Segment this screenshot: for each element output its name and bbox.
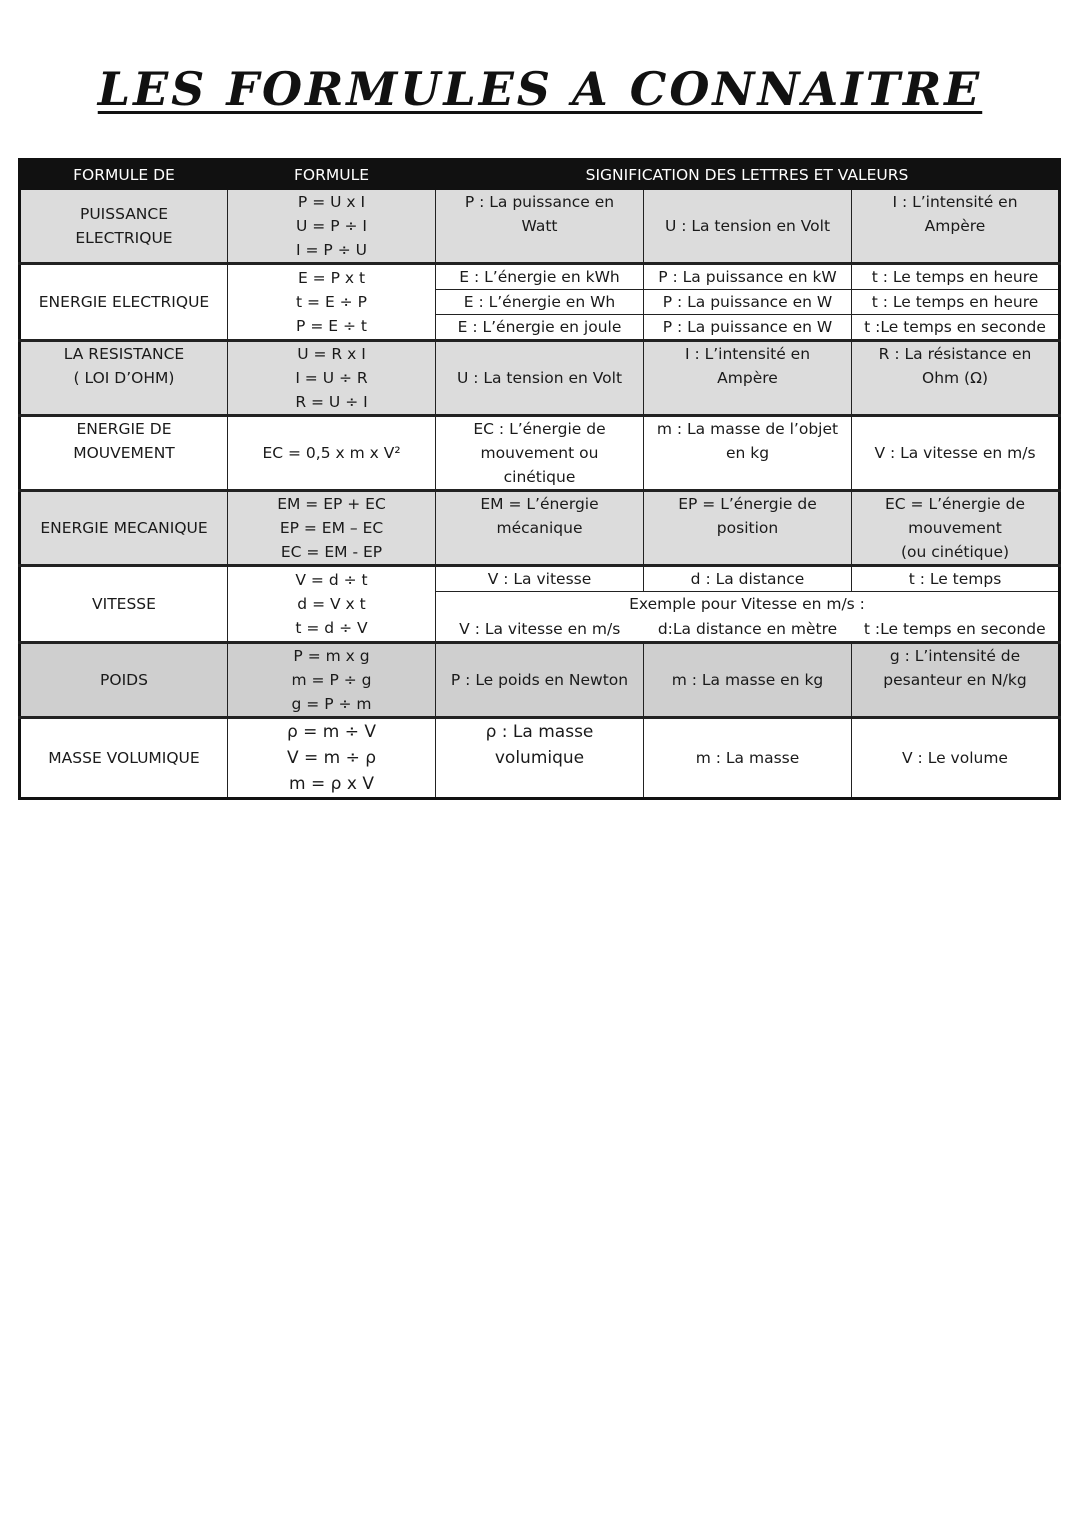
table-row: [20, 190, 1060, 264]
meaning-cell: V : La vitesse: [436, 566, 644, 592]
vitesse-example-label: Exemple pour Vitesse en m/s :: [436, 592, 1060, 617]
table-row: [20, 416, 1060, 491]
meaning-cell: V : La vitesse en m/s: [436, 617, 644, 643]
row-name-poids: POIDS: [20, 642, 228, 717]
meaning-cell: E : L’énergie en joule: [436, 315, 644, 341]
meaning-cell: m : La masse en kg: [644, 642, 852, 717]
meaning-cell: P : La puissance en kW: [644, 264, 852, 290]
meaning-cell: t :Le temps en seconde: [852, 617, 1060, 643]
meaning-cell: P : La puissance en W: [644, 290, 852, 315]
row-name-energie: ENERGIE ELECTRIQUE: [20, 264, 228, 341]
table-header: [20, 160, 1060, 190]
meaning-cell: E : L’énergie en kWh: [436, 264, 644, 290]
meaning-cell: t : Le temps en heure: [852, 264, 1060, 290]
meaning-cell: I : L’intensité en Ampère: [644, 341, 852, 416]
meaning-cell: m : La masse: [644, 717, 852, 798]
header-formule: FORMULE: [228, 160, 436, 190]
table-row: [20, 264, 1060, 290]
meaning-cell: ρ : La masse volumique: [436, 717, 644, 798]
formulas-poids: P = m x g m = P ÷ g g = P ÷ m: [228, 642, 436, 717]
table-row: [20, 566, 1060, 592]
meaning-cell: P : Le poids en Newton: [436, 642, 644, 717]
table-row: [20, 341, 1060, 416]
formula-mouvement: EC = 0,5 x m x V²: [228, 416, 436, 491]
row-name-masse-volumique: MASSE VOLUMIQUE: [20, 717, 228, 798]
meaning-cell: V : La vitesse en m/s: [852, 416, 1060, 491]
meaning-cell: m : La masse de l’objet en kg: [644, 416, 852, 491]
page-title: LES FORMULES A CONNAITRE: [97, 62, 983, 116]
row-name-puissance: PUISSANCE ELECTRIQUE: [20, 190, 228, 264]
meaning-cell: t : Le temps: [852, 566, 1060, 592]
formulas-masse-volumique: ρ = m ÷ V V = m ÷ ρ m = ρ x V: [228, 717, 436, 798]
header-formule-de: FORMULE DE: [20, 160, 228, 190]
formulas-puissance: P = U x I U = P ÷ I I = P ÷ U: [228, 190, 436, 264]
meaning-cell: EP = L’énergie de position: [644, 491, 852, 566]
row-name-mouvement: ENERGIE DE MOUVEMENT: [20, 416, 228, 491]
meaning-cell: EC = L’énergie de mouvement (ou cinétique): [852, 491, 1060, 566]
meaning-cell: P : La puissance en W: [644, 315, 852, 341]
meaning-cell: d:La distance en mètre: [644, 617, 852, 643]
formula-table: [18, 158, 1061, 800]
header-signification: SIGNIFICATION DES LETTRES ET VALEURS: [436, 160, 1060, 190]
meaning-cell: E : L’énergie en Wh: [436, 290, 644, 315]
meaning-cell: g : L’intensité de pesanteur en N/kg: [852, 642, 1060, 717]
row-name-resistance: LA RESISTANCE ( LOI D’OHM): [20, 341, 228, 416]
row-name-mecanique: ENERGIE MECANIQUE: [20, 491, 228, 566]
meaning-cell: U : La tension en Volt: [436, 341, 644, 416]
table-row: [20, 642, 1060, 717]
formulas-resistance: U = R x I I = U ÷ R R = U ÷ I: [228, 341, 436, 416]
meaning-cell: EC : L’énergie de mouvement ou cinétique: [436, 416, 644, 491]
meaning-cell: P : La puissance en Watt: [436, 190, 644, 264]
meaning-cell: EM = L’énergie mécanique: [436, 491, 644, 566]
meaning-cell: d : La distance: [644, 566, 852, 592]
row-name-vitesse: VITESSE: [20, 566, 228, 643]
meaning-cell: R : La résistance en Ohm (Ω): [852, 341, 1060, 416]
formulas-energie: E = P x t t = E ÷ P P = E ÷ t: [228, 264, 436, 341]
meaning-cell: I : L’intensité en Ampère: [852, 190, 1060, 264]
meaning-cell: t : Le temps en heure: [852, 290, 1060, 315]
meaning-cell: V : Le volume: [852, 717, 1060, 798]
table-row: [20, 491, 1060, 566]
table-row: [20, 717, 1060, 798]
formulas-mecanique: EM = EP + EC EP = EM – EC EC = EM - EP: [228, 491, 436, 566]
meaning-cell: U : La tension en Volt: [644, 190, 852, 264]
meaning-cell: t :Le temps en seconde: [852, 315, 1060, 341]
formulas-vitesse: V = d ÷ t d = V x t t = d ÷ V: [228, 566, 436, 643]
